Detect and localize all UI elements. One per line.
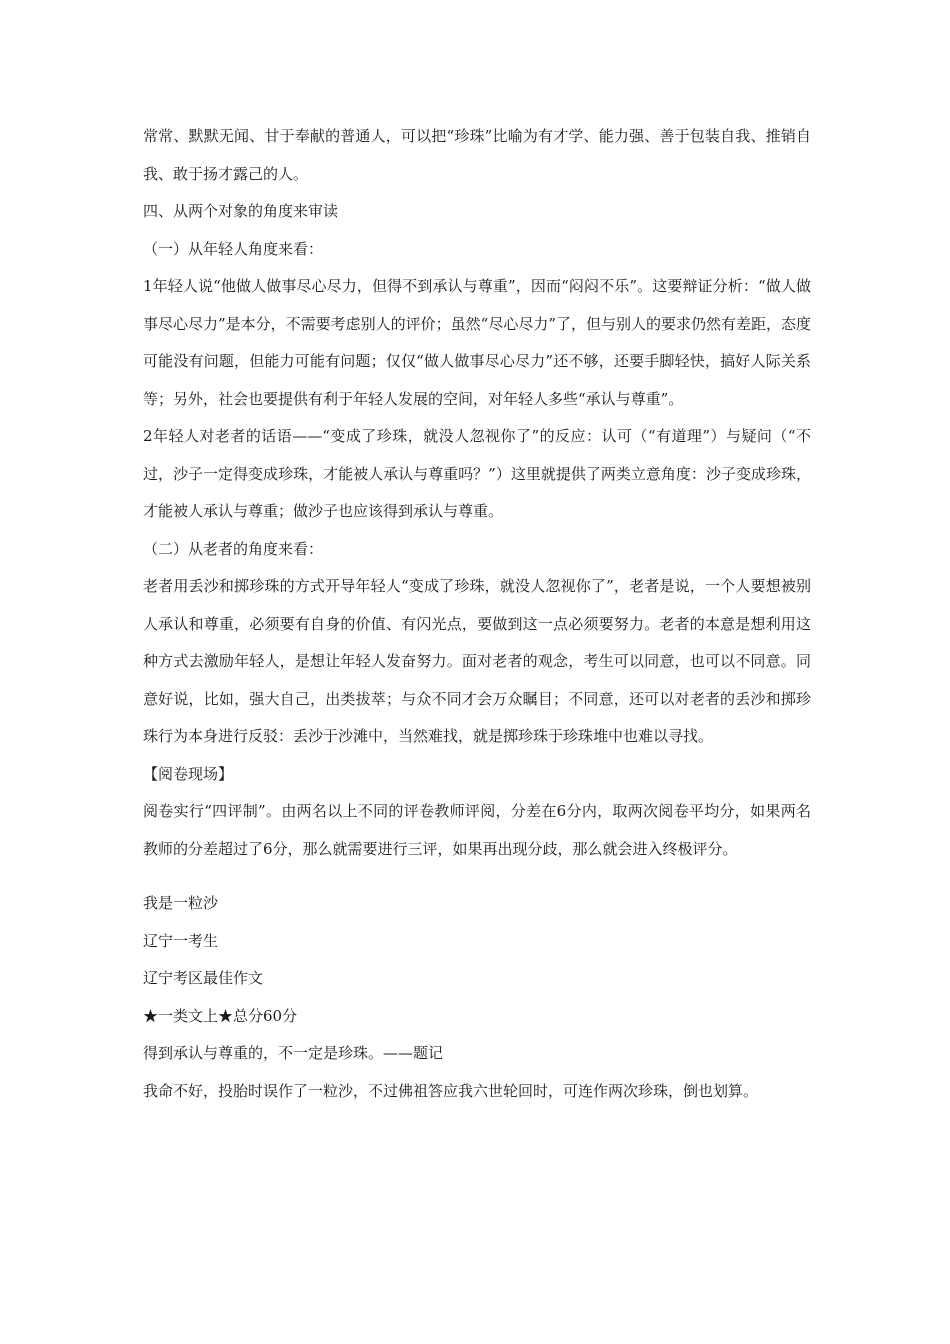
paragraph-continued: 常常、默默无闻、甘于奉献的普通人，可以把“珍珠”比喻为有才学、能力强、善于包装自我、推销自我、敢于扬才露己的人。 (143, 127, 811, 183)
paragraph-point-1: 1年轻人说“他做人做事尽心尽力，但得不到承认与尊重”，因而“闷闷不乐”。这要辩证分析：“做人做事尽心尽力”是本分，不需要考虑别人的评价；虽然“尽心尽力”了，但与别人的要求仍然有差距，态度可能没有问题，但能力可能有问题；仅仅“做人做事尽心尽力”还不够，还要手脚轻快，搞好人际关系等；另外，社会也要提供有利于年轻人发展的空间，对年轻人多些“承认与尊重”。 (143, 277, 812, 408)
document-page (143, 118, 811, 1110)
paragraph-elder: 老者用丢沙和掷珍珠的方式开导年轻人“变成了珍珠，就没人忽视你了”，老者是说，一个人要想被别人承认和尊重，必须要有自身的价值、有闪光点，要做到这一点必须要努力。老者的本意是想利用这种方式去激励年轻人，是想让年轻人发奋努力。面对老者的观念，考生可以同意，也可以不同意。同意好说，比如，强大自己，出类拔萃；与众不同才会万众瞩目；不同意，还可以对老者的丢沙和掷珍珠行为本身进行反驳：丢沙于沙滩中，当然难找，就是掷珍珠于珍珠堆中也难以寻找。 (143, 577, 811, 745)
essay-author: 辽宁一考生 (143, 931, 219, 950)
paragraph-grading: 阅卷实行“四评制”。由两名以上不同的评卷教师评阅，分差在6分内，取两次阅卷平均分，如果两名教师的分差超过了6分，那么就需要进行三评，如果再出现分歧，那么就会进入终极评分。 (143, 802, 811, 858)
essay-first-line: 我命不好，投胎时误作了一粒沙，不过佛祖答应我六世轮回时，可连作两次珍珠，倒也划算。 (143, 1081, 759, 1100)
section-gap (143, 868, 811, 885)
essay-award: 辽宁考区最佳作文 (143, 969, 264, 987)
heading-grading-scene: 【阅卷现场】 (143, 764, 234, 783)
essay-epigraph: 得到承认与尊重的，不一定是珍珠。——题记 (143, 1044, 444, 1062)
essay-score: ★一类文上★总分60分 (143, 1006, 298, 1025)
essay-title: 我是一粒沙 (143, 894, 219, 912)
subheading-young-person: （一）从年轻人角度来看： (143, 239, 324, 258)
section-heading-four: 四、从两个对象的角度来审读 (143, 202, 339, 220)
subheading-elder: （二）从老者的角度来看： (143, 539, 324, 558)
paragraph-point-2: 2年轻人对老者的话语——“变成了珍珠，就没人忽视你了”的反应：认可（“有道理”）与疑问（“不过，沙子一定得变成珍珠，才能被人承认与尊重吗？”）这里就提供了两类立意角度：沙子变成珍珠，才能被人承认与尊重；做沙子也应该得到承认与尊重。 (143, 427, 811, 520)
